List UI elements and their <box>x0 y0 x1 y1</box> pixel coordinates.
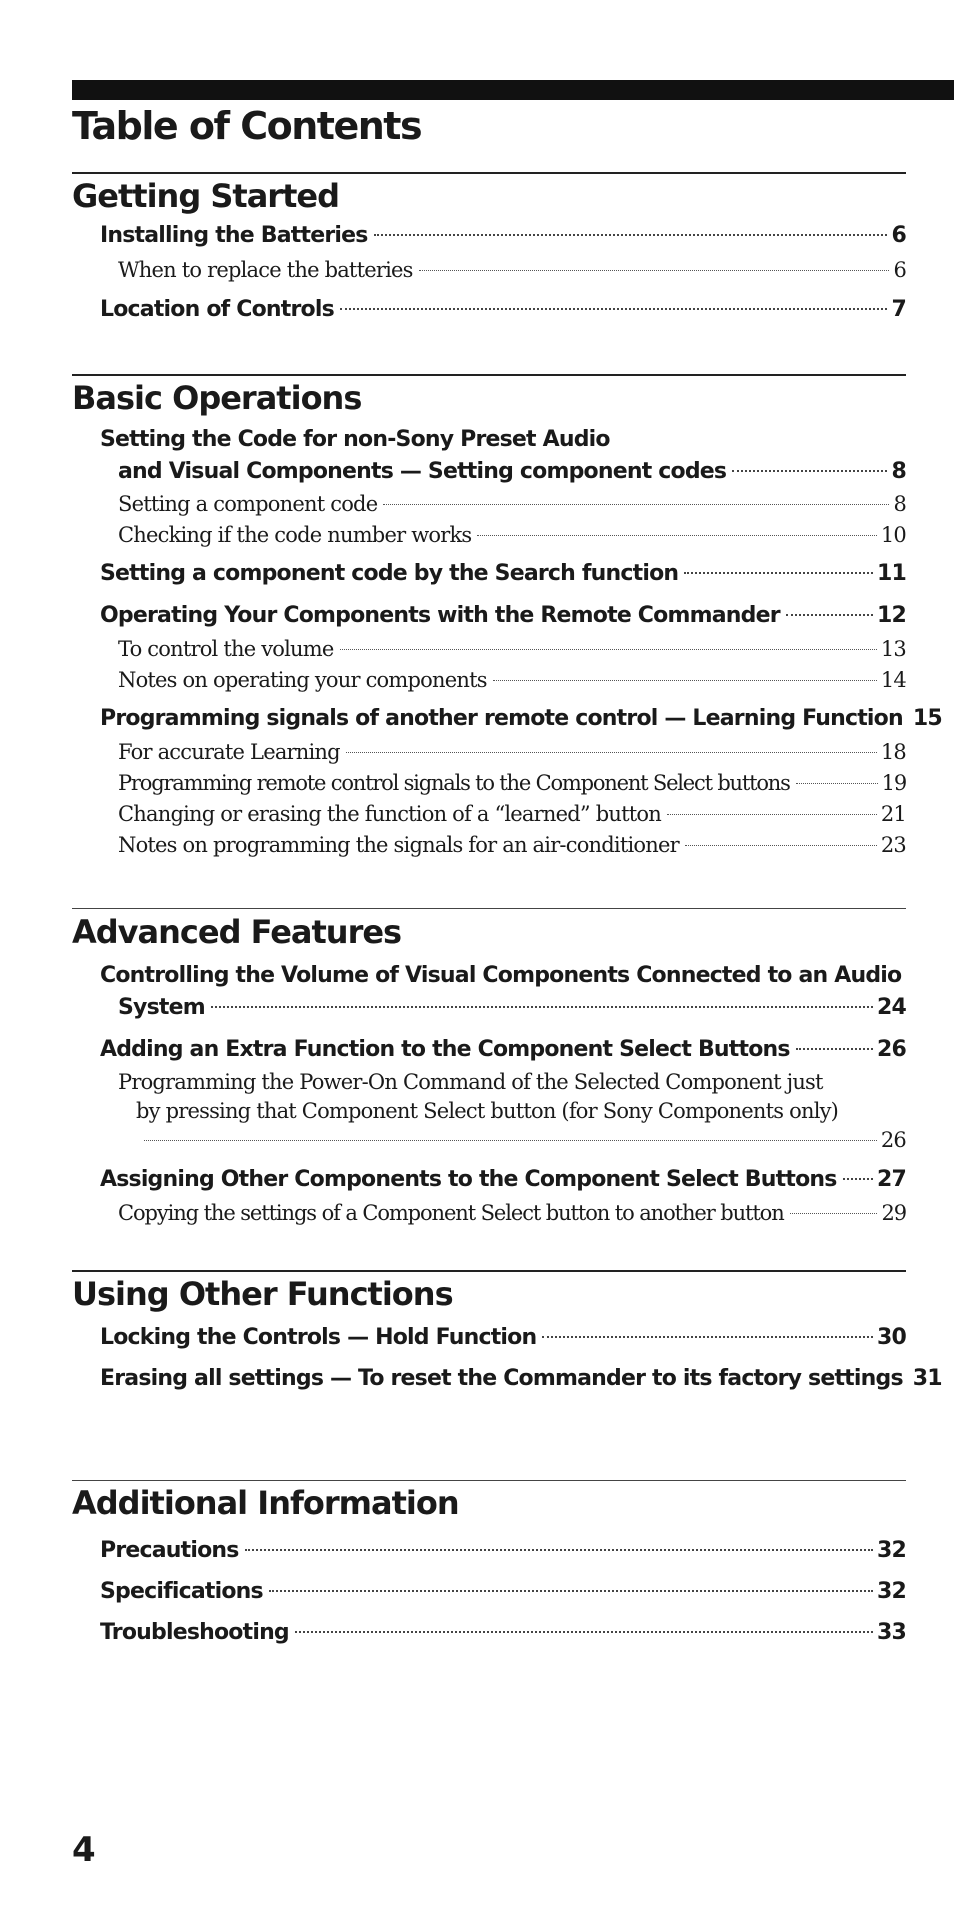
toc-subentry-label: Notes on programming the signals for an air-conditioner <box>118 833 679 857</box>
toc-entry[interactable] <box>100 703 942 735</box>
toc-subentry[interactable] <box>118 767 906 799</box>
page-number: 4 <box>72 1830 96 1870</box>
toc-entry-label: Assigning Other Components to the Component Select Buttons <box>100 1167 837 1192</box>
section-divider <box>72 374 906 376</box>
dot-leader <box>211 1006 873 1008</box>
toc-entry[interactable] <box>100 1617 906 1649</box>
toc-entry-label: Erasing all settings — To reset the Commander to its factory settings <box>100 1366 903 1391</box>
toc-entry-label: Adding an Extra Function to the Component Select Buttons <box>100 1037 790 1062</box>
dot-leader <box>732 470 887 472</box>
section-title: Getting Started <box>72 177 339 215</box>
toc-entry[interactable] <box>100 1535 906 1567</box>
toc-subentry-page: 8 <box>893 492 906 516</box>
toc-entry[interactable] <box>100 1322 906 1354</box>
section-title: Additional Information <box>72 1484 459 1522</box>
toc-entry[interactable] <box>100 558 906 590</box>
dot-leader <box>843 1178 873 1180</box>
toc-subentry-page: 13 <box>880 637 906 661</box>
section-advanced-features <box>72 908 906 1225</box>
toc-entry-label: Troubleshooting <box>100 1620 289 1645</box>
dot-leader <box>269 1590 873 1592</box>
header-bar <box>72 80 954 100</box>
dot-leader <box>542 1336 873 1338</box>
toc-entry-page: 8 <box>891 459 906 484</box>
toc-entry-label: Operating Your Components with the Remote Commander <box>100 603 780 628</box>
toc-subentry[interactable] <box>118 254 906 286</box>
section-using-other-functions <box>72 1270 942 1391</box>
dot-leader <box>477 535 877 536</box>
section-getting-started <box>72 172 906 322</box>
dot-leader <box>374 234 888 236</box>
dot-leader <box>419 270 890 271</box>
toc-entry[interactable] <box>100 1363 942 1395</box>
toc-entry-label-line[interactable]: Setting the Code for non-Sony Preset Audio <box>100 427 610 452</box>
toc-entry-page: 30 <box>876 1325 906 1350</box>
toc-subentry-page: 21 <box>880 802 906 826</box>
toc-subentry-page: 14 <box>880 668 906 692</box>
toc-subentry-page: 6 <box>893 258 906 282</box>
toc-subentry-label: To control the volume <box>118 637 334 661</box>
toc-entry-label: Installing the Batteries <box>100 223 368 248</box>
toc-subentry[interactable] <box>118 488 906 520</box>
dot-leader <box>667 814 877 815</box>
toc-entry-page: 24 <box>876 995 906 1020</box>
dot-leader <box>295 1631 873 1633</box>
toc-subentry[interactable] <box>118 664 906 696</box>
section-basic-operations <box>72 374 942 857</box>
toc-subentry[interactable] <box>118 798 906 830</box>
toc-entry-page: 6 <box>891 223 906 248</box>
toc-entry[interactable] <box>100 600 906 632</box>
dot-leader <box>790 1213 878 1214</box>
toc-subentry[interactable] <box>118 519 906 551</box>
toc-entry-label: System <box>118 995 205 1020</box>
dot-leader <box>786 614 873 616</box>
toc-entry-page: 12 <box>876 603 906 628</box>
toc-entry-label: Precautions <box>100 1538 239 1563</box>
toc-entry-page: 26 <box>876 1037 906 1062</box>
section-title: Using Other Functions <box>72 1275 453 1313</box>
toc-entry-label: and Visual Components — Setting component codes <box>118 459 727 484</box>
toc-entry-page: 32 <box>876 1538 906 1563</box>
toc-entry-page: 11 <box>876 561 906 586</box>
dot-leader <box>383 504 889 505</box>
toc-subentry-page: 18 <box>880 740 906 764</box>
dot-leader <box>346 752 877 753</box>
section-divider <box>72 908 906 909</box>
toc-entry-page: 7 <box>891 297 906 322</box>
toc-subentry-label: For accurate Learning <box>118 740 340 764</box>
toc-entry-label: Setting a component code by the Search function <box>100 561 679 586</box>
section-additional-information <box>72 1480 906 1645</box>
toc-subentry-label-line[interactable]: Programming the Power-On Command of the Selected Component just <box>118 1070 823 1094</box>
toc-subentry[interactable] <box>138 1124 906 1156</box>
toc-subentry-label: Programming remote control signals to the Component Select buttons <box>118 771 790 795</box>
toc-entry-page: 33 <box>876 1620 906 1645</box>
toc-subentry-page: 10 <box>880 523 906 547</box>
dot-leader <box>493 680 877 681</box>
toc-entry-label: Locking the Controls — Hold Function <box>100 1325 537 1350</box>
dot-leader <box>796 783 878 784</box>
section-divider <box>72 1480 906 1481</box>
toc-entry[interactable] <box>100 1164 906 1196</box>
toc-entry-label: Specifications <box>100 1579 263 1604</box>
toc-subentry-label: Notes on operating your components <box>118 668 487 692</box>
toc-subentry[interactable] <box>118 1197 906 1229</box>
toc-subentry-page: 26 <box>880 1128 906 1152</box>
toc-subentry-label: When to replace the batteries <box>118 258 413 282</box>
section-title: Basic Operations <box>72 379 362 417</box>
toc-subentry[interactable] <box>118 633 906 665</box>
dot-leader <box>340 649 877 650</box>
dot-leader <box>684 572 873 574</box>
toc-subentry-label: Changing or erasing the function of a “learned” button <box>118 802 661 826</box>
section-divider <box>72 172 906 174</box>
toc-entry-label: Programming signals of another remote control — Learning Function <box>100 706 903 731</box>
section-title: Advanced Features <box>72 913 402 951</box>
toc-entry-page: 15 <box>912 706 942 731</box>
toc-subentry-label: Setting a component code <box>118 492 378 516</box>
toc-subentry-page: 23 <box>880 833 906 857</box>
toc-subentry-page: 19 <box>881 771 906 795</box>
dot-leader <box>796 1048 873 1050</box>
toc-entry[interactable] <box>100 220 906 252</box>
toc-subentry[interactable] <box>118 736 906 768</box>
toc-entry[interactable] <box>100 1576 906 1608</box>
dot-leader <box>245 1549 873 1551</box>
toc-entry-page: 32 <box>876 1579 906 1604</box>
toc-entry[interactable] <box>118 456 906 488</box>
dot-leader <box>340 308 888 310</box>
toc-entry-page: 27 <box>876 1167 906 1192</box>
toc-subentry-label: Copying the settings of a Component Select button to another button <box>118 1201 784 1225</box>
toc-subentry-label-line[interactable]: by pressing that Component Select button (for Sony Components only) <box>136 1099 839 1123</box>
dot-leader <box>144 1140 877 1141</box>
toc-subentry-label: Checking if the code number works <box>118 523 472 547</box>
toc-entry[interactable] <box>118 992 906 1024</box>
toc-entry[interactable] <box>100 294 906 326</box>
toc-entry-label: Location of Controls <box>100 297 334 322</box>
toc-entry[interactable] <box>100 1034 906 1066</box>
toc-subentry[interactable] <box>118 829 906 861</box>
section-divider <box>72 1270 906 1272</box>
toc-entry-label-line[interactable]: Controlling the Volume of Visual Components Connected to an Audio <box>100 963 902 988</box>
page-title: Table of Contents <box>72 104 422 148</box>
dot-leader <box>685 845 877 846</box>
toc-entry-page: 31 <box>912 1366 942 1391</box>
toc-subentry-page: 29 <box>881 1201 906 1225</box>
